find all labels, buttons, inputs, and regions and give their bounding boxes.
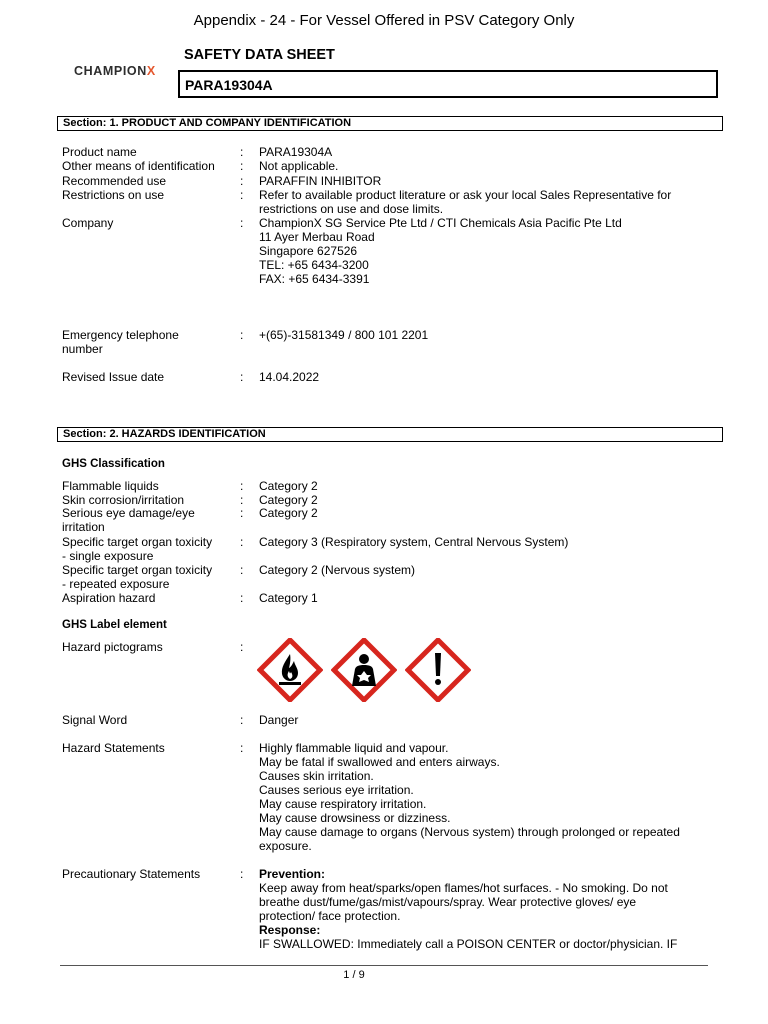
row-label: Recommended use	[62, 174, 167, 188]
row-label	[62, 328, 234, 356]
row-value	[259, 188, 719, 216]
company-address	[259, 216, 719, 286]
row-label: Company	[62, 216, 114, 230]
colon: :	[240, 563, 244, 577]
section-1-heading	[57, 116, 723, 131]
ghs-label-element-heading: GHS Label element	[62, 619, 167, 631]
row-value: Category 1	[259, 591, 318, 605]
label-line: Specific target organ toxicity	[62, 535, 213, 549]
response-heading: Response:	[259, 923, 321, 937]
section-1-heading-text: Section: 1. PRODUCT AND COMPANY IDENTIFICATION	[63, 117, 352, 129]
colon: :	[240, 174, 244, 188]
row-label: Signal Word	[62, 713, 128, 727]
row-value: Category 2	[259, 479, 318, 493]
footer-divider	[60, 965, 708, 966]
row-label: Hazard Statements	[62, 741, 165, 755]
colon: :	[240, 640, 244, 654]
label-line: Serious eye damage/eye	[62, 506, 195, 520]
response-line: IF SWALLOWED: Immediately call a POISON CENTER or doctor/physician. IF	[259, 937, 678, 951]
label-line: Emergency telephone	[62, 328, 179, 342]
health-hazard-icon	[331, 638, 397, 702]
row-value: PARA19304A	[259, 145, 333, 159]
row-value: Category 2 (Nervous system)	[259, 563, 416, 577]
row-label: Skin corrosion/irritation	[62, 493, 185, 507]
statement-line: Causes skin irritation.	[259, 769, 374, 783]
hazard-statements	[259, 741, 719, 853]
statement-line: May be fatal if swallowed and enters airways.	[259, 755, 500, 769]
row-label: Other means of identification	[62, 159, 215, 173]
colon: :	[240, 867, 244, 881]
phone-line: TEL: +65 6434-3200	[259, 258, 369, 272]
logo-text: CHAMPION	[74, 64, 147, 78]
fax-line: FAX: +65 6434-3391	[259, 272, 370, 286]
row-label	[62, 563, 234, 591]
product-code-box	[178, 70, 718, 98]
section-2-heading-text: Section: 2. HAZARDS IDENTIFICATION	[63, 428, 266, 440]
colon: :	[240, 370, 244, 384]
label-line: number	[62, 342, 103, 356]
ghs-classification-heading: GHS Classification	[62, 458, 165, 470]
prevention-heading: Prevention:	[259, 867, 326, 881]
row-value: Category 2	[259, 493, 318, 507]
statement-line: May cause respiratory irritation.	[259, 797, 427, 811]
prevention-line: protection/ face protection.	[259, 909, 401, 923]
hazard-pictograms	[257, 638, 472, 702]
colon: :	[240, 713, 244, 727]
row-label	[62, 535, 234, 563]
row-label: Hazard pictograms	[62, 640, 163, 654]
emergency-phone: +(65)-31581349 / 800 101 2201	[259, 328, 429, 342]
address-line: Singapore 627526	[259, 244, 358, 258]
page-number: 1 / 9	[343, 969, 365, 981]
label-line: - repeated exposure	[62, 577, 170, 591]
colon: :	[240, 145, 244, 159]
colon: :	[240, 328, 244, 342]
colon: :	[240, 479, 244, 493]
appendix-header: Appendix - 24 - For Vessel Offered in PSV Category Only	[193, 12, 575, 29]
row-label: Product name	[62, 145, 137, 159]
label-line: irritation	[62, 520, 105, 534]
statement-line: Highly flammable liquid and vapour.	[259, 741, 449, 755]
label-line: Specific target organ toxicity	[62, 563, 213, 577]
revised-date: 14.04.2022	[259, 370, 320, 384]
section-2-heading	[57, 427, 723, 442]
document-title: SAFETY DATA SHEET	[184, 47, 335, 63]
flame-icon	[257, 638, 323, 702]
restrictions-line-2: restrictions on use and dose limits.	[259, 202, 444, 216]
row-label: Restrictions on use	[62, 188, 165, 202]
row-label	[62, 506, 234, 534]
colon: :	[240, 741, 244, 755]
statement-line: May cause drowsiness or dizziness.	[259, 811, 451, 825]
colon: :	[240, 159, 244, 173]
colon: :	[240, 188, 244, 202]
row-label: Aspiration hazard	[62, 591, 156, 605]
prevention-line: Keep away from heat/sparks/open flames/hot surfaces. - No smoking. Do not	[259, 881, 668, 895]
logo-x-mark: X	[146, 64, 156, 78]
address-line: ChampionX SG Service Pte Ltd / CTI Chemicals Asia Pacific Pte Ltd	[259, 216, 622, 230]
prevention-line: breathe dust/fume/gas/mist/vapours/spray. Wear protective gloves/ eye	[259, 895, 637, 909]
colon: :	[240, 591, 244, 605]
row-label: Precautionary Statements	[62, 867, 201, 881]
label-line: - single exposure	[62, 549, 154, 563]
championx-logo	[74, 64, 174, 80]
row-value: PARAFFIN INHIBITOR	[259, 174, 382, 188]
signal-word: Danger	[259, 713, 299, 727]
statement-line: exposure.	[259, 839, 312, 853]
row-value: Category 2	[259, 506, 318, 520]
precautionary-statements	[259, 867, 719, 951]
statement-line: Causes serious eye irritation.	[259, 783, 414, 797]
row-label: Flammable liquids	[62, 479, 159, 493]
row-value: Not applicable.	[259, 159, 339, 173]
statement-line: May cause damage to organs (Nervous system) through prolonged or repeated	[259, 825, 680, 839]
colon: :	[240, 506, 244, 520]
exclamation-icon	[405, 638, 471, 702]
product-code: PARA19304A	[185, 77, 273, 93]
row-value: Category 3 (Respiratory system, Central Nervous System)	[259, 535, 569, 549]
colon: :	[240, 216, 244, 230]
colon: :	[240, 493, 244, 507]
colon: :	[240, 535, 244, 549]
restrictions-line-1: Refer to available product literature or ask your local Sales Representative for	[259, 188, 672, 202]
row-label: Revised Issue date	[62, 370, 165, 384]
address-line: 11 Ayer Merbau Road	[259, 230, 375, 244]
